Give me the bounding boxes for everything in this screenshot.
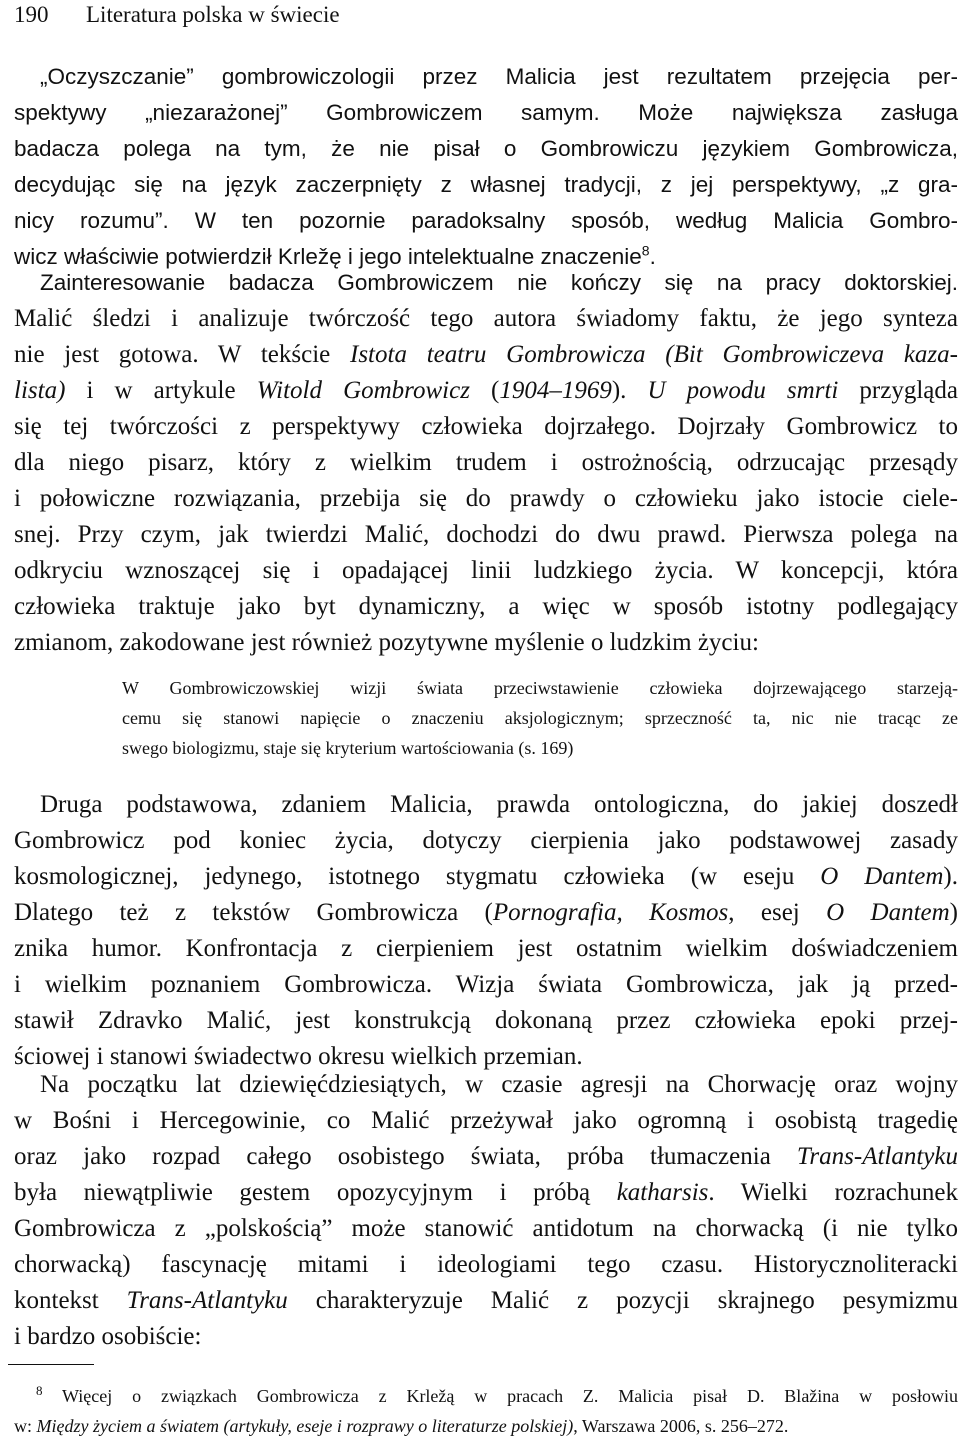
- footnote-reference[interactable]: 8: [641, 242, 650, 259]
- text-line: chorwacką) fascynację mitami i ideologiami tego czasu. Historycznoliteracki: [14, 1251, 958, 1278]
- text-line: odkryciu wznoszącej się i opadającej linii ludzkiego życia. W koncepcji, która: [14, 557, 958, 584]
- text-line: znika humor. Konfrontacja z cierpieniem jest ostatnim wielkim doświadczeniem: [14, 935, 958, 962]
- quote-line: W Gombrowiczowskiej wizji świata przeciwstawienie człowieka dojrzewającego starzeją-: [122, 678, 958, 698]
- text-line: Gombrowicza z „polskością” może stanowić antidotum na chorwacką (i nie tylko: [14, 1215, 958, 1242]
- text-line: była niewątpliwie gestem opozycyjnym i próbą katharsis. Wielki rozrachunek: [14, 1179, 958, 1206]
- text-line: wicz właściwie potwierdził Krležę i jego intelektualne znaczenie$^8$.: [14, 242, 656, 269]
- paragraph-1: [14, 59, 958, 275]
- text-line: stawił Zdravko Malić, jest konstrukcją dokonaną przez człowieka epoki przej-: [14, 1007, 958, 1034]
- text-line: „Oczyszczanie” gombrowiczologii przez Malicia jest rezultatem przejęcia per-: [40, 64, 958, 89]
- italic-title: Istota teatru Gombrowicza (Bit Gombrowiczeva kaza-: [350, 341, 958, 368]
- footnote-divider: [8, 1364, 94, 1365]
- footnote-line: $^8$ Więcej o związkach Gombrowicza z Krležą w pracach Z. Malicia pisał D. Blažina w posłowiu: [14, 1381, 958, 1411]
- footnote-line: w: Między życiem a światem (artykuły, eseje i rozprawy o literaturze polskiej), Warszawa 2006, s. 256–272.: [14, 1416, 789, 1436]
- paragraph-2: [14, 265, 958, 661]
- text-line: kontekst Trans-Atlantyku charakteryzuje Malić z pozycji skrajnego pesymizmu: [14, 1287, 958, 1314]
- text-line: się tej twórczości z perspektywy człowieka dojrzałego. Dojrzały Gombrowicz to: [14, 413, 958, 440]
- text-line: decydując się na język zaczerpnięty z własnej tradycji, z jej perspektywy, „z gra-: [14, 172, 958, 197]
- text-line: dla niego pisarz, który z wielkim trudem i ostrożnością, odrzucając przesądy: [14, 449, 958, 476]
- page-number: 190: [14, 2, 49, 27]
- running-title: Literatura polska w świecie: [86, 2, 340, 27]
- text-line: Zainteresowanie badacza Gombrowiczem nie kończy się na pracy doktorskiej.: [40, 270, 958, 295]
- text-line: ściowej i stanowi świadectwo okresu wielkich przemian.: [14, 1043, 583, 1070]
- text-line: Gombrowicz pod koniec życia, dotyczy cierpienia jako podstawowej zasady: [14, 827, 958, 854]
- text-line: Malić śledzi i analizuje twórczość tego autora świadomy faktu, że jego synteza: [14, 305, 958, 332]
- text-line: kosmologicznej, jedynego, istotnego stygmatu człowieka (w eseju O Dantem).: [14, 863, 958, 890]
- text-line: spektywy „niezarażonej” Gombrowiczem samym. Może największa zasługa: [14, 100, 958, 125]
- block-quote: [122, 673, 958, 763]
- text-line: zmianom, zakodowane jest również pozytywne myślenie o ludzkim życiu:: [14, 629, 759, 656]
- text-line: snej. Przy czym, jak twierdzi Malić, dochodzi do dwu prawd. Pierwsza polega na: [14, 521, 958, 548]
- running-head: [14, 0, 340, 30]
- footnote-number: 8: [36, 1383, 43, 1398]
- text-line: nicy rozumu”. W ten pozornie paradoksalny sposób, według Malicia Gombro-: [14, 208, 958, 233]
- text-line: i połowiczne rozwiązania, przebija się do prawdy o człowieku jako istocie ciele-: [14, 485, 958, 512]
- text-line: Dlatego też z tekstów Gombrowicza (Pornografia, Kosmos, esej O Dantem): [14, 899, 958, 926]
- text-line: i bardzo osobiście:: [14, 1323, 202, 1350]
- paragraph-4: [14, 1067, 958, 1355]
- text-line: Na początku lat dziewięćdziesiątych, w czasie agresji na Chorwację oraz wojny: [40, 1071, 958, 1098]
- text-line: nie jest gotowa. W tekście Istota teatru Gombrowicza (Bit Gombrowiczeva kaza-: [14, 341, 958, 368]
- text-line: w Bośni i Hercegowinie, co Malić przeżywał jako ogromną i osobistą tragedię: [14, 1107, 958, 1134]
- text-line: lista) i w artykule Witold Gombrowicz (1904–1969). U powodu smrti przygląda: [14, 377, 958, 404]
- quote-line: cemu się stanowi napięcie o znaczeniu aksjologicznym; sprzeczność ta, nic nie tracąc ze: [122, 708, 958, 728]
- text-line: człowieka traktuje jako byt dynamiczny, a więc w sposób istotny podlegający: [14, 593, 958, 620]
- paragraph-3: [14, 787, 958, 1075]
- text-line: badacza polega na tym, że nie pisał o Gombrowiczu językiem Gombrowicza,: [14, 136, 958, 161]
- footnote: [14, 1381, 958, 1441]
- text-line: oraz jako rozpad całego osobistego świata, próba tłumaczenia Trans-Atlantyku: [14, 1143, 958, 1170]
- quote-line: swego biologizmu, staje się kryterium wartościowania (s. 169): [122, 738, 574, 758]
- text-line: i wielkim poznaniem Gombrowicza. Wizja świata Gombrowicza, jak ją przed-: [14, 971, 958, 998]
- text-line: Druga podstawowa, zdaniem Malicia, prawda ontologiczna, do jakiej doszedł: [40, 791, 958, 818]
